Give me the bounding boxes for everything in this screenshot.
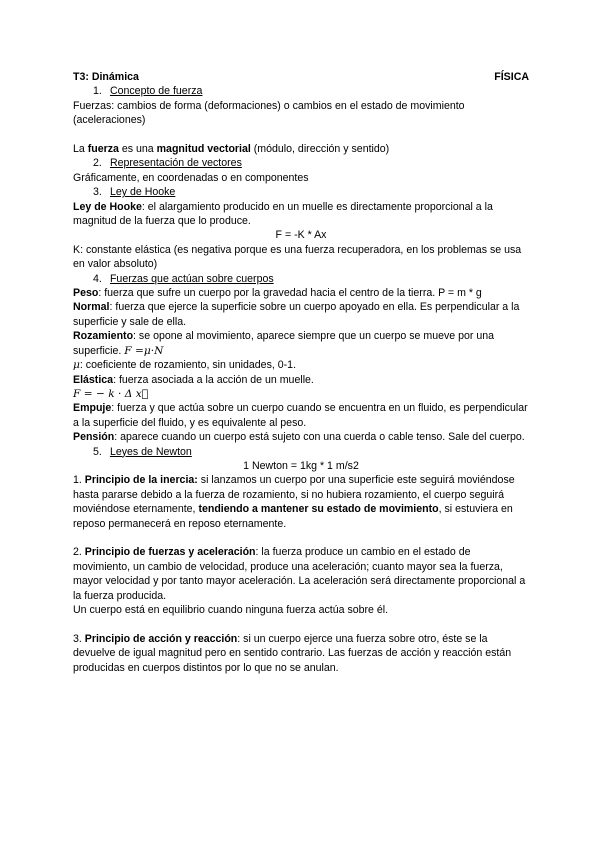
term: tendiendo a mantener su estado de movimiento — [198, 503, 439, 516]
document-page — [73, 70, 529, 675]
paragraph: 2. Principio de fuerzas y aceleración: la fuerza produce un cambio en el estado de movimiento, un cambio de velocidad, produce una aceleración; cuanto mayor sea la fuerza, mayor velocidad y por tanto mayor aceleración. La aceleración será directamente proporcional a la fuerza producida. — [73, 546, 526, 602]
term: Principio de la inercia: — [84, 474, 198, 487]
term: Peso — [73, 287, 99, 300]
section-5-heading — [73, 445, 529, 459]
paragraph: 1. Principio de la inercia: si lanzamos un cuerpo por una superficie este seguirá moviéndose hasta pararse debido a la fuerza de rozamiento, si no hubiera rozamiento, el cuerpo seguirá moviéndose eternamente, tendiendo a mantener su estado de movimiento, si estuviera en reposo permanecerá en reposo eternamente. — [73, 474, 515, 530]
paragraph: (aceleraciones) — [73, 114, 146, 127]
formula: F = − k · Δ x⃗ — [73, 387, 149, 400]
paragraph: Fuerzas: cambios de forma (deformaciones) o cambios en el estado de movimiento — [73, 99, 465, 112]
formula: F = -K * Ax — [275, 229, 327, 242]
formula: F =μ·N — [124, 344, 164, 357]
formula: 1 Newton = 1kg * 1 m/s2 — [243, 459, 359, 472]
section-3-heading — [73, 185, 529, 199]
topic-title: T3: Dinámica — [73, 71, 139, 83]
paragraph: 3. Principio de acción y reacción: si un cuerpo ejerce una fuerza sobre otro, éste se la devuelve de igual magnitud pero en sentido contrario. Las fuerzas de acción y reacción están producidas en cuerpos distintos por lo que no se anulan. — [73, 632, 512, 674]
subject-title: FÍSICA — [494, 71, 529, 83]
paragraph: Un cuerpo está en equilibrio cuando ninguna fuerza actúa sobre él. — [73, 604, 389, 616]
paragraph: Pensión: aparece cuando un cuerpo está sujeto con una cuerda o cable tenso. Sale del cuerpo. — [73, 431, 525, 444]
paragraph: μ: coeficiente de rozamiento, sin unidades, 0-1. — [73, 359, 297, 372]
document-header — [73, 70, 529, 84]
section-title: Leyes de Newton — [109, 445, 192, 458]
term: fuerza — [87, 143, 119, 156]
term: Principio de acción y reacción — [84, 632, 238, 645]
section-title: Ley de Hooke — [109, 186, 176, 199]
term: Rozamiento — [73, 330, 134, 343]
term: Normal — [73, 301, 110, 314]
paragraph: Normal: fuerza que ejerce la superficie sobre un cuerpo apoyado en ella. Es perpendicular a la superficie y sale de ella. — [73, 301, 520, 328]
paragraph: Empuje: fuerza y que actúa sobre un cuerpo cuando se encuentra en un fluido, es perpendicular a la superficie del fluido, y es equivalente al peso. — [73, 402, 528, 429]
section-title: Representación de vectores — [109, 157, 242, 170]
section-number: 4. — [93, 272, 102, 285]
paragraph: La fuerza es una magnitud vectorial (módulo, dirección y sentido) — [73, 143, 390, 156]
paragraph: Elástica: fuerza asociada a la acción de un muelle. — [73, 373, 314, 386]
paragraph: Peso: fuerza que sufre un cuerpo por la gravedad hacia el centro de la tierra. P = m * g — [73, 287, 482, 300]
term: Elástica — [73, 373, 114, 386]
term: magnitud vectorial — [156, 143, 251, 156]
section-2-heading — [73, 156, 529, 170]
paragraph: Ley de Hooke: el alargamiento producido en un muelle es directamente proporcional a la magnitud de la fuerza que lo produce. — [73, 200, 493, 228]
section-number: 3. — [93, 186, 102, 199]
paragraph: Rozamiento: se opone al movimiento, aparece siempre que un cuerpo se mueve por una superficie. F =μ·N — [73, 330, 495, 357]
paragraph: K: constante elástica (es negativa porque es una fuerza recuperadora, en los problemas se usa en valor absoluto) — [73, 243, 522, 271]
term: Ley de Hooke — [73, 200, 142, 213]
term: Principio de fuerzas y aceleración — [84, 546, 256, 559]
section-number: 5. — [93, 445, 102, 458]
paragraph: Gráficamente, en coordenadas o en componentes — [73, 171, 309, 184]
section-number: 1. — [93, 85, 102, 98]
term: Empuje — [73, 402, 112, 415]
section-1-heading — [73, 84, 529, 98]
symbol: μ — [73, 359, 80, 372]
term: Pensión — [73, 431, 115, 444]
section-4-heading — [73, 272, 529, 286]
section-title: Fuerzas que actúan sobre cuerpos — [109, 272, 274, 285]
section-number: 2. — [93, 157, 102, 170]
section-title: Concepto de fuerza — [109, 85, 203, 98]
